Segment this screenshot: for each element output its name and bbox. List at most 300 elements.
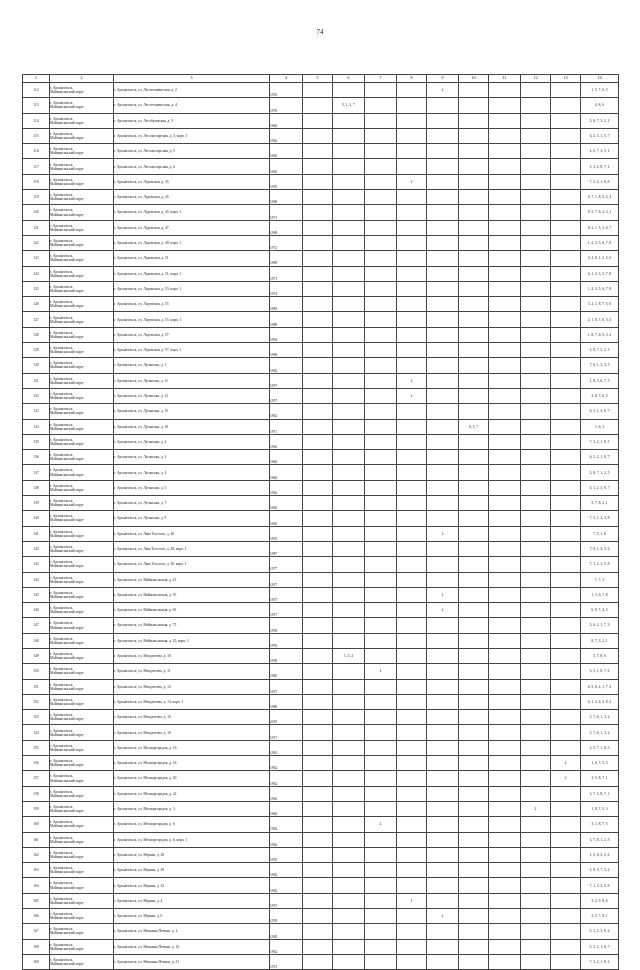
value-cell: [427, 832, 459, 847]
value-cell: [365, 771, 397, 786]
municipality-line: г. Архангельск,: [50, 560, 74, 565]
code-cell: 7, 1, 3, 2, 5, 6: [581, 878, 619, 893]
value-cell: [427, 113, 459, 128]
value-cell: [459, 159, 489, 174]
value-cell: [551, 205, 581, 220]
municipality-line: Маймаксанский округ: [50, 579, 85, 584]
municipality-cell: [50, 404, 114, 419]
municipality-line: Маймаксанский округ: [50, 717, 85, 722]
value-cell: [427, 358, 459, 373]
value-cell: [459, 756, 489, 771]
value-cell: [365, 190, 397, 205]
row-number-cell: 164: [23, 878, 50, 893]
value-cell: [365, 832, 397, 847]
value-cell: [427, 450, 459, 465]
value-cell: [365, 801, 397, 816]
code-cell: 2, 6, 7, 3, 5, 1: [581, 144, 619, 159]
value-cell: [303, 648, 333, 663]
value-cell: [551, 174, 581, 189]
municipality-cell: [50, 786, 114, 801]
year-cell: 1976: [270, 98, 303, 113]
value-cell: [489, 373, 521, 388]
value-cell: [459, 450, 489, 465]
value-cell: [551, 878, 581, 893]
value-cell: [459, 786, 489, 801]
municipality-line: г. Архангельск,: [50, 147, 74, 152]
municipality-line: г. Архангельск,: [50, 927, 74, 932]
table-row: [23, 909, 619, 924]
value-cell: 2: [365, 817, 397, 832]
year-cell: 1962: [270, 480, 303, 495]
value-cell: [459, 297, 489, 312]
value-cell: [459, 725, 489, 740]
table-row: [23, 847, 619, 862]
value-cell: 2: [427, 83, 459, 98]
value-cell: [551, 159, 581, 174]
municipality-line: Маймаксанский округ: [50, 549, 85, 554]
year-cell: 1917: [270, 572, 303, 587]
value-cell: [521, 496, 551, 511]
value-cell: [427, 144, 459, 159]
value-cell: [551, 113, 581, 128]
value-cell: [303, 281, 333, 296]
code-cell: 3, 1, 8, 7, 5: [581, 817, 619, 832]
municipality-line: г. Архангельск,: [50, 896, 74, 901]
value-cell: [397, 909, 427, 924]
municipality-cell: [50, 434, 114, 449]
row-number-cell: 131: [23, 373, 50, 388]
code-cell: 1, 8, 7, 6, 5, 3, 2: [581, 327, 619, 342]
table-header-row: [23, 75, 619, 83]
value-cell: [333, 756, 365, 771]
value-cell: [459, 434, 489, 449]
municipality-cell: [50, 358, 114, 373]
row-number-cell: 136: [23, 450, 50, 465]
value-cell: [551, 327, 581, 342]
value-cell: [521, 725, 551, 740]
value-cell: [397, 434, 427, 449]
year-cell: 1962: [270, 863, 303, 878]
code-cell: 7, 5, 1, 2, 3, 8: [581, 511, 619, 526]
value-cell: [427, 847, 459, 862]
municipality-line: Маймаксанский округ: [50, 610, 85, 615]
value-cell: [521, 159, 551, 174]
municipality-line: Маймаксанский округ: [50, 365, 85, 370]
value-cell: [551, 587, 581, 602]
value-cell: [521, 312, 551, 327]
value-cell: [427, 878, 459, 893]
municipality-line: г. Архангельск,: [50, 269, 74, 274]
value-cell: [521, 756, 551, 771]
address-cell: г. Архангельск, ул. Лодемская, д. 47: [114, 220, 270, 235]
value-cell: [489, 235, 521, 250]
address-cell: г. Архангельск, ул. Луганская, д. 11: [114, 373, 270, 388]
value-cell: 8, 5, 7: [459, 419, 489, 434]
value-cell: 2: [551, 756, 581, 771]
address-cell: г. Архангельск, ул. Менделеева, д. 16: [114, 710, 270, 725]
municipality-line: Маймаксанский округ: [50, 931, 85, 936]
municipality-line: Маймаксанский округ: [50, 824, 85, 829]
year-cell: 1962: [270, 801, 303, 816]
code-cell: 1, 7, 2: [581, 572, 619, 587]
table-row: [23, 511, 619, 526]
value-cell: 1, 5, 2: [333, 648, 365, 663]
year-cell: 1937: [270, 679, 303, 694]
value-cell: [365, 297, 397, 312]
municipality-line: Маймаксанский округ: [50, 136, 85, 141]
value-cell: [397, 496, 427, 511]
value-cell: [303, 740, 333, 755]
table-row: [23, 756, 619, 771]
value-cell: [489, 603, 521, 618]
address-cell: г. Архангельск, ул. Лодемская, д. 51: [114, 251, 270, 266]
row-number-cell: 149: [23, 648, 50, 663]
year-cell: 1994: [270, 327, 303, 342]
code-cell: 7, 8, 1, 3, 5, 6: [581, 541, 619, 556]
municipality-line: Маймаксанский округ: [50, 289, 85, 293]
value-cell: [303, 450, 333, 465]
value-cell: [303, 694, 333, 709]
address-cell: г. Архангельск, ул. Луганская, д. 7: [114, 496, 270, 511]
value-cell: [365, 603, 397, 618]
municipality-line: г. Архангельск,: [50, 850, 74, 855]
value-cell: [459, 404, 489, 419]
municipality-cell: [50, 235, 114, 250]
value-cell: 2: [427, 603, 459, 618]
value-cell: 2: [551, 771, 581, 786]
value-cell: 2: [397, 388, 427, 403]
value-cell: [521, 98, 551, 113]
value-cell: [303, 618, 333, 633]
value-cell: [551, 832, 581, 847]
value-cell: [427, 312, 459, 327]
value-cell: [521, 572, 551, 587]
code-cell: 2, 1, 8, 7, 6, 5, 3: [581, 312, 619, 327]
municipality-line: г. Архангельск,: [50, 330, 74, 335]
municipality-cell: [50, 128, 114, 143]
value-cell: [333, 633, 365, 648]
address-cell: г. Архангельск, ул. Луганская, д. 9: [114, 511, 270, 526]
value-cell: [397, 557, 427, 572]
value-cell: [365, 618, 397, 633]
value-cell: [521, 113, 551, 128]
value-cell: [397, 710, 427, 725]
value-cell: [365, 633, 397, 648]
value-cell: [489, 312, 521, 327]
value-cell: [489, 159, 521, 174]
value-cell: [521, 924, 551, 939]
table-row: [23, 740, 619, 755]
table-row: [23, 924, 619, 939]
value-cell: [397, 266, 427, 281]
address-cell: г. Архангельск, ул. Лодемская, д. 45, корп. 1: [114, 205, 270, 220]
value-cell: [303, 863, 333, 878]
value-cell: [303, 572, 333, 587]
value-cell: [303, 725, 333, 740]
address-cell: г. Архангельск, ул. Луганская, д. 3: [114, 450, 270, 465]
value-cell: [489, 388, 521, 403]
municipality-cell: [50, 710, 114, 725]
row-number-cell: 118: [23, 174, 50, 189]
table-row: [23, 878, 619, 893]
value-cell: [521, 603, 551, 618]
address-cell: г. Архангельск, ул. Луганская, д. 15: [114, 404, 270, 419]
address-cell: г. Архангельск, ул. Луганская, д. 4: [114, 465, 270, 480]
year-cell: 1962: [270, 465, 303, 480]
value-cell: [333, 526, 365, 541]
value-cell: [303, 404, 333, 419]
code-cell: 6, 1, 3, 4, 5, 8, 2: [581, 694, 619, 709]
year-cell: 1968: [270, 190, 303, 205]
row-number-cell: 144: [23, 572, 50, 587]
value-cell: [365, 541, 397, 556]
municipality-line: г. Архангельск,: [50, 606, 74, 611]
value-cell: [427, 159, 459, 174]
year-cell: 1962: [270, 358, 303, 373]
address-cell: г. Архангельск, ул. Луганская, д. 13: [114, 388, 270, 403]
table-body: [23, 83, 619, 970]
municipality-line: Маймаксанский округ: [50, 839, 85, 844]
code-cell: 1, 2, 3, 5, 6, 7, 8: [581, 235, 619, 250]
value-cell: [333, 220, 365, 235]
code-cell: 8, 7, 3, 2, 1: [581, 633, 619, 648]
year-cell: 1938: [270, 648, 303, 663]
value-cell: [551, 98, 581, 113]
address-cell: г. Архангельск, ул. Лодемская, д. 51, корп. 1: [114, 266, 270, 281]
value-cell: [365, 235, 397, 250]
value-cell: [397, 847, 427, 862]
value-cell: [365, 128, 397, 143]
year-cell: 1972: [270, 235, 303, 250]
year-cell: 1962: [270, 939, 303, 954]
table-row: [23, 939, 619, 954]
value-cell: [427, 725, 459, 740]
value-cell: [521, 526, 551, 541]
value-cell: [459, 771, 489, 786]
value-cell: [551, 251, 581, 266]
row-number-cell: 140: [23, 511, 50, 526]
row-number-cell: 133: [23, 404, 50, 419]
address-cell: г. Архангельск, ул. Лесоэкспортная, д. 6: [114, 159, 270, 174]
year-cell: 1971: [270, 205, 303, 220]
row-number-cell: 122: [23, 235, 50, 250]
value-cell: [333, 496, 365, 511]
year-cell: 1962: [270, 434, 303, 449]
year-cell: 1987: [270, 541, 303, 556]
row-number-cell: 129: [23, 343, 50, 358]
municipality-line: Маймаксанский округ: [50, 411, 85, 416]
value-cell: [333, 205, 365, 220]
value-cell: [427, 817, 459, 832]
value-cell: [365, 526, 397, 541]
value-cell: [333, 893, 365, 908]
address-cell: г. Архангельск, ул. Мерная, д. 32: [114, 878, 270, 893]
table-row: [23, 694, 619, 709]
value-cell: [551, 511, 581, 526]
year-cell: 1962: [270, 756, 303, 771]
value-cell: [459, 526, 489, 541]
value-cell: [303, 297, 333, 312]
code-cell: 5, 6, 2, 1, 7, 3: [581, 618, 619, 633]
value-cell: [459, 128, 489, 143]
value-cell: [459, 572, 489, 587]
value-cell: [551, 924, 581, 939]
value-cell: [521, 939, 551, 954]
value-cell: [397, 725, 427, 740]
value-cell: [551, 939, 581, 954]
value-cell: [551, 373, 581, 388]
value-cell: [459, 190, 489, 205]
municipality-line: г. Архангельск,: [50, 499, 74, 504]
value-cell: [459, 832, 489, 847]
code-cell: 1, 6, 7, 5, 3: [581, 756, 619, 771]
value-cell: [551, 909, 581, 924]
code-cell: 3, 5, 1, 8, 7, 6: [581, 664, 619, 679]
value-cell: [427, 541, 459, 556]
value-cell: [521, 587, 551, 602]
value-cell: [397, 603, 427, 618]
year-cell: 1962: [270, 878, 303, 893]
value-cell: [489, 909, 521, 924]
value-cell: [551, 648, 581, 663]
value-cell: [365, 954, 397, 969]
municipality-line: Маймаксанский округ: [50, 747, 85, 752]
municipality-cell: [50, 190, 114, 205]
row-number-cell: 148: [23, 633, 50, 648]
value-cell: [489, 648, 521, 663]
value-cell: [489, 893, 521, 908]
value-cell: [397, 801, 427, 816]
value-cell: [303, 327, 333, 342]
year-cell: 1957: [270, 388, 303, 403]
value-cell: [333, 557, 365, 572]
value-cell: [397, 511, 427, 526]
municipality-line: г. Архангельск,: [50, 254, 74, 259]
code-cell: 6, 7, 1, 8, 5, 4, 2: [581, 190, 619, 205]
value-cell: [303, 388, 333, 403]
value-cell: [459, 235, 489, 250]
municipality-cell: [50, 83, 114, 98]
housing-register-table: [22, 74, 619, 970]
value-cell: [459, 954, 489, 969]
address-cell: г. Архангельск, ул. Лесоэкспортная, д. 5: [114, 144, 270, 159]
row-number-cell: 128: [23, 327, 50, 342]
municipality-line: г. Архангельск,: [50, 483, 74, 488]
value-cell: [521, 771, 551, 786]
municipality-cell: [50, 511, 114, 526]
value-cell: [397, 587, 427, 602]
value-cell: [459, 633, 489, 648]
value-cell: [333, 266, 365, 281]
value-cell: [427, 434, 459, 449]
municipality-cell: [50, 694, 114, 709]
address-cell: г. Архангельск, ул. Луганская, д. 1: [114, 358, 270, 373]
row-number-cell: 132: [23, 388, 50, 403]
value-cell: [459, 893, 489, 908]
municipality-cell: [50, 557, 114, 572]
value-cell: [521, 128, 551, 143]
column-header: 10: [459, 75, 489, 83]
code-cell: 3, 7, 5, 8, 7, 1: [581, 786, 619, 801]
value-cell: [551, 633, 581, 648]
municipality-cell: [50, 725, 114, 740]
year-cell: 1955: [270, 526, 303, 541]
value-cell: [521, 480, 551, 495]
year-cell: 1962: [270, 740, 303, 755]
value-cell: [397, 98, 427, 113]
value-cell: [333, 587, 365, 602]
municipality-line: г. Архангельск,: [50, 315, 74, 320]
value-cell: [551, 404, 581, 419]
code-cell: 4, 8, 6: [581, 98, 619, 113]
value-cell: [365, 694, 397, 709]
year-cell: 1962: [270, 450, 303, 465]
municipality-line: Маймаксанский округ: [50, 870, 85, 875]
value-cell: [365, 98, 397, 113]
value-cell: [397, 450, 427, 465]
code-cell: 3, 7, 8, 1, 2, 5: [581, 832, 619, 847]
value-cell: [333, 190, 365, 205]
value-cell: [365, 725, 397, 740]
value-cell: [303, 190, 333, 205]
value-cell: [427, 939, 459, 954]
value-cell: [551, 388, 581, 403]
value-cell: [333, 373, 365, 388]
value-cell: [459, 664, 489, 679]
value-cell: [427, 465, 459, 480]
value-cell: [551, 358, 581, 373]
municipality-line: Маймаксанский округ: [50, 702, 85, 707]
value-cell: [489, 404, 521, 419]
municipality-line: г. Архангельск,: [50, 682, 74, 687]
value-cell: [303, 541, 333, 556]
value-cell: [521, 878, 551, 893]
row-number-cell: 166: [23, 909, 50, 924]
value-cell: [397, 863, 427, 878]
municipality-line: г. Архангельск,: [50, 912, 74, 917]
year-cell: 1962: [270, 771, 303, 786]
value-cell: [333, 878, 365, 893]
code-cell: 6, 2, 3, 1, 5, 7: [581, 128, 619, 143]
value-cell: [551, 863, 581, 878]
municipality-line: Маймаксанский округ: [50, 334, 85, 339]
code-cell: 1, 8, 3, 6, 7, 5: [581, 373, 619, 388]
value-cell: [365, 878, 397, 893]
value-cell: 2: [427, 526, 459, 541]
code-cell: 3, 5, 7, 8, 1: [581, 909, 619, 924]
value-cell: [489, 587, 521, 602]
value-cell: [489, 557, 521, 572]
value-cell: [489, 434, 521, 449]
table-row: [23, 419, 619, 434]
value-cell: [397, 664, 427, 679]
municipality-line: Маймаксанский округ: [50, 854, 85, 859]
municipality-line: Маймаксанский округ: [50, 441, 85, 446]
value-cell: [397, 924, 427, 939]
value-cell: [459, 587, 489, 602]
municipality-line: Маймаксанский округ: [50, 319, 85, 324]
table-row: [23, 954, 619, 969]
municipality-cell: [50, 954, 114, 969]
value-cell: [521, 235, 551, 250]
year-cell: 1962: [270, 113, 303, 128]
row-number-cell: 115: [23, 128, 50, 143]
value-cell: [333, 954, 365, 969]
value-cell: [333, 297, 365, 312]
municipality-line: Маймаксанский округ: [50, 640, 85, 645]
address-cell: г. Архангельск, ул. Мелиоргородок, д. 6: [114, 817, 270, 832]
value-cell: [521, 419, 551, 434]
